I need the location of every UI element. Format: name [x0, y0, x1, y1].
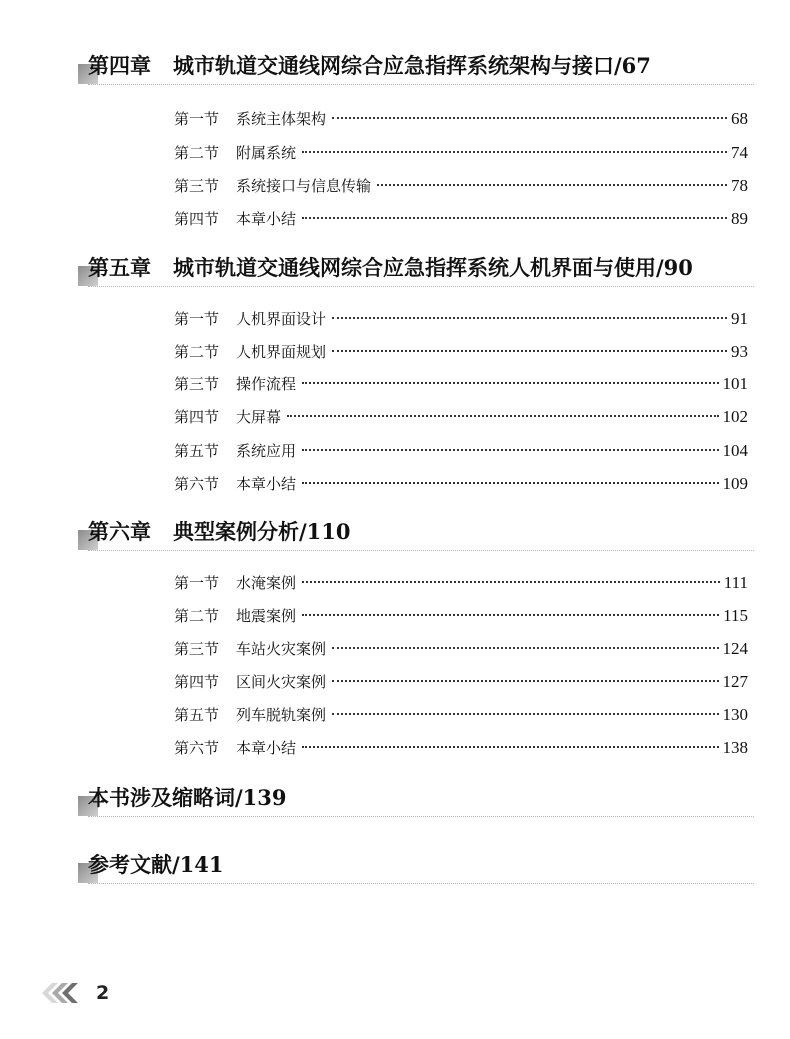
- toc-entry[interactable]: [174, 107, 748, 131]
- section-number: 第二节: [174, 144, 220, 162]
- toc-entry[interactable]: [174, 472, 748, 496]
- section-number: 第五节: [174, 706, 220, 724]
- section-title: 系统主体架构: [236, 110, 327, 128]
- footer-page-number: 2: [96, 982, 110, 1004]
- chapter-number: 第四章: [88, 53, 151, 78]
- section-number: 第一节: [174, 574, 220, 592]
- section-title: 系统应用: [236, 442, 297, 460]
- dot-leader: [302, 746, 718, 748]
- toc-entry[interactable]: [174, 141, 748, 165]
- dot-leader: [302, 614, 719, 616]
- section-title: 附属系统: [236, 144, 297, 162]
- toc-entry[interactable]: [174, 571, 748, 595]
- dot-leader: [332, 350, 727, 352]
- page-number: 102: [722, 407, 748, 426]
- section-number: 第一节: [174, 310, 220, 328]
- page-number: 130: [722, 705, 748, 724]
- section-title: 人机界面规划: [236, 343, 327, 361]
- toc-entry[interactable]: [174, 637, 748, 661]
- chapter-title: [88, 52, 651, 80]
- section-number: 第四节: [174, 673, 220, 691]
- dot-leader: [302, 151, 727, 153]
- section-title: 操作流程: [236, 375, 297, 393]
- page-number: 109: [722, 474, 748, 493]
- section-number: 第六节: [174, 739, 220, 757]
- section-number: 第四节: [174, 408, 220, 426]
- divider: [88, 816, 754, 817]
- dot-leader: [302, 382, 718, 384]
- page-number: 93: [731, 342, 748, 361]
- section-title: 本章小结: [236, 739, 297, 757]
- section-title: 地震案例: [236, 607, 297, 625]
- appendix-heading: [78, 851, 754, 891]
- page-number: 111: [723, 573, 748, 592]
- dot-leader: [332, 713, 718, 715]
- dot-leader: [302, 581, 720, 583]
- chapter-heading: [78, 518, 754, 558]
- appendix-heading: [78, 784, 754, 824]
- section-number: 第三节: [174, 640, 220, 658]
- section-number: 第二节: [174, 343, 220, 361]
- dot-leader: [287, 415, 718, 417]
- section-number: 第五节: [174, 442, 220, 460]
- toc-entry[interactable]: [174, 372, 748, 396]
- page-number: 138: [722, 738, 748, 757]
- toc-entry[interactable]: [174, 439, 748, 463]
- dot-leader: [332, 117, 727, 119]
- divider: [88, 883, 754, 884]
- toc-entry[interactable]: [174, 207, 748, 231]
- section-title: 列车脱轨案例: [236, 706, 327, 724]
- page-number: 101: [722, 374, 748, 393]
- page-number: 68: [731, 109, 748, 128]
- divider: [88, 286, 754, 287]
- divider: [88, 550, 754, 551]
- page-number: 104: [722, 441, 748, 460]
- toc-entry[interactable]: [174, 405, 748, 429]
- chapter-title-text: 典型案例分析/110: [173, 519, 351, 544]
- page-number: 91: [731, 309, 748, 328]
- appendix-title: 本书涉及缩略词/139: [88, 785, 287, 810]
- toc-entry[interactable]: [174, 703, 748, 727]
- appendix-title: 参考文献/141: [88, 852, 224, 877]
- section-title: 大屏幕: [236, 408, 282, 426]
- chapter-title-text: 城市轨道交通线网综合应急指挥系统架构与接口/67: [173, 53, 651, 78]
- toc-entry[interactable]: [174, 736, 748, 760]
- section-number: 第二节: [174, 607, 220, 625]
- chapter-heading: [78, 254, 754, 294]
- dot-leader: [377, 184, 727, 186]
- divider: [88, 84, 754, 85]
- dot-leader: [302, 482, 718, 484]
- page-number: 127: [722, 672, 748, 691]
- toc-entry[interactable]: [174, 307, 748, 331]
- page-number: 74: [731, 143, 748, 162]
- page-number: 89: [731, 209, 748, 228]
- section-number: 第一节: [174, 110, 220, 128]
- toc-entry[interactable]: [174, 174, 748, 198]
- section-title: 系统接口与信息传输: [236, 177, 372, 195]
- dot-leader: [302, 217, 727, 219]
- dot-leader: [332, 317, 727, 319]
- page-number: 78: [731, 176, 748, 195]
- dot-leader: [302, 449, 718, 451]
- chapter-title: [88, 254, 693, 282]
- toc-entry[interactable]: [174, 670, 748, 694]
- section-title: 车站火灾案例: [236, 640, 327, 658]
- section-number: 第四节: [174, 210, 220, 228]
- page-number: 124: [722, 639, 748, 658]
- section-number: 第三节: [174, 177, 220, 195]
- toc-entry[interactable]: [174, 340, 748, 364]
- toc-entry[interactable]: [174, 604, 748, 628]
- dot-leader: [332, 680, 718, 682]
- chapter-number: 第六章: [88, 519, 151, 544]
- section-number: 第三节: [174, 375, 220, 393]
- chapter-heading: [78, 52, 754, 92]
- chapter-number: 第五章: [88, 255, 151, 280]
- section-title: 本章小结: [236, 475, 297, 493]
- section-title: 水淹案例: [236, 574, 297, 592]
- section-title: 本章小结: [236, 210, 297, 228]
- double-chevron-left-icon: [38, 982, 86, 1004]
- chapter-title-text: 城市轨道交通线网综合应急指挥系统人机界面与使用/90: [173, 255, 693, 280]
- chapter-title: [88, 518, 351, 546]
- dot-leader: [332, 647, 718, 649]
- section-title: 区间火灾案例: [236, 673, 327, 691]
- section-title: 人机界面设计: [236, 310, 327, 328]
- page-footer: [38, 982, 109, 1004]
- page-number: 115: [723, 606, 748, 625]
- section-number: 第六节: [174, 475, 220, 493]
